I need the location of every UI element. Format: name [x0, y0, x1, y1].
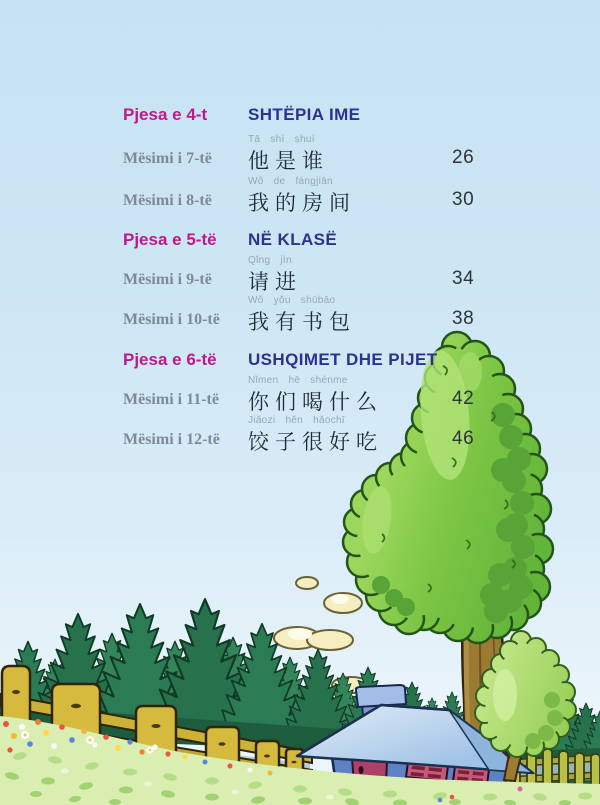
section-title: USHQIMET DHE PIJET: [248, 350, 438, 369]
pinyin-text: Nǐmen hē shénme: [248, 375, 348, 386]
page-number: 34: [452, 268, 475, 289]
page-number: 38: [452, 308, 475, 329]
page-number: 26: [452, 147, 475, 168]
lesson-label: Mësimi i 7-të: [123, 150, 212, 167]
lesson-label: Mësimi i 10-të: [123, 311, 220, 328]
page-number: 42: [452, 388, 475, 409]
pinyin-text: Wǒ de fángjiān: [248, 176, 333, 187]
lesson-label: Mësimi i 12-të: [123, 431, 220, 448]
lesson-label: Mësimi i 9-të: [123, 271, 212, 288]
chinese-text: 你们喝什么: [248, 390, 383, 414]
chinese-text: 请进: [248, 270, 302, 294]
pinyin-text: Wǒ yǒu shūbāo: [248, 295, 336, 306]
section-part-label: Pjesa e 5-të: [123, 230, 217, 249]
lesson-label: Mësimi i 8-të: [123, 192, 212, 209]
page-number: 46: [452, 428, 475, 449]
section-part-label: Pjesa e 6-të: [123, 350, 217, 369]
pinyin-text: Jiǎozi hěn hǎochī: [248, 415, 345, 426]
pinyin-text: Qǐng jìn: [248, 255, 292, 266]
chinese-text: 饺子很好吃: [248, 430, 383, 454]
section-title: SHTËPIA IME: [248, 105, 361, 124]
lesson-label: Mësimi i 11-të: [123, 391, 219, 408]
chinese-text: 我有书包: [248, 310, 356, 334]
big-tree-foliage: [343, 332, 553, 643]
section-title: NË KLASË: [248, 230, 338, 249]
chinese-text: 我的房间: [248, 191, 356, 215]
section-part-label: Pjesa e 4-t: [123, 105, 208, 124]
chinese-text: 他是谁: [248, 149, 329, 173]
door-keyhole: [359, 766, 364, 774]
page-number: 30: [452, 189, 475, 210]
pinyin-text: Tā shì shuí: [248, 134, 315, 145]
